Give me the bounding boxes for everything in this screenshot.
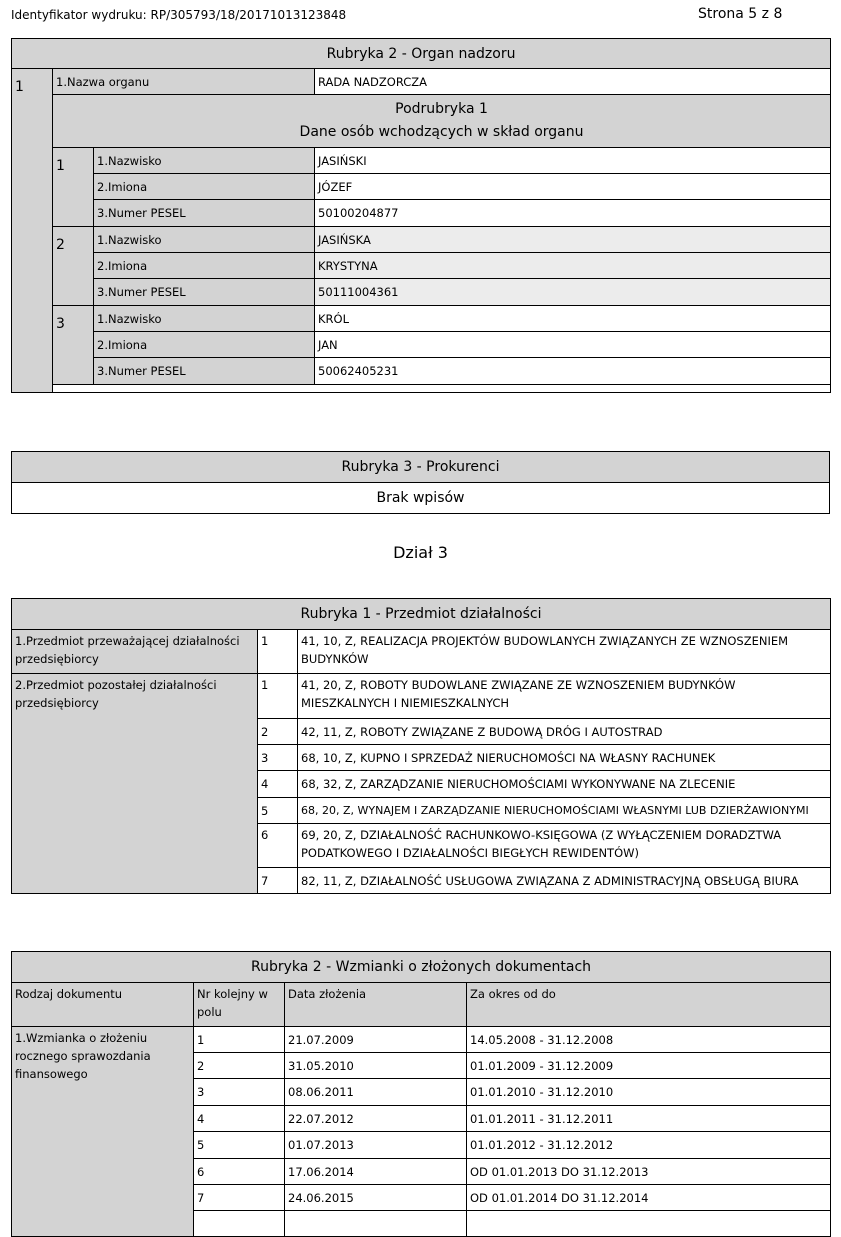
person-number: 3 [53,306,94,385]
activity-number: 1 [258,630,298,674]
activity-number: 3 [258,745,298,771]
period: 01.01.2010 - 31.12.2010 [467,1079,831,1106]
field-label: 2.Przedmiot pozostałej działalności przedsiębiorcy [12,674,258,894]
row-number: 1 [194,1027,285,1053]
submission-date: 01.07.2013 [285,1132,467,1159]
submission-date: 22.07.2012 [285,1106,467,1132]
field-label: 1.Nazwisko [94,227,315,253]
wzmianki-table [11,951,831,1237]
page-number: Strona 5 z 8 [698,6,783,22]
subsection-title-line1: Podrubryka 1 [395,101,488,117]
row-number: 2 [194,1053,285,1079]
column-header: Data złożenia [285,983,467,1027]
field-value: 50100204877 [315,200,831,227]
activity-number: 6 [258,824,298,868]
submission-date: 08.06.2011 [285,1079,467,1106]
activity-text: 41, 10, Z, REALIZACJA PROJEKTÓW BUDOWLANYCH ZWIĄZANYCH ZE WZNOSZENIEM BUDYNKÓW [298,630,831,674]
entry-number: 1 [12,69,53,393]
person-number: 1 [53,148,94,227]
subsection-title [53,95,831,148]
row-number: 4 [194,1106,285,1132]
column-header: Rodzaj dokumentu [12,983,194,1027]
field-value: JÓZEF [315,174,831,200]
activity-text: 82, 11, Z, DZIAŁALNOŚĆ USŁUGOWA ZWIĄZANA Z ADMINISTRACYJNĄ OBSŁUGĄ BIURA [298,868,831,894]
section-title: Rubryka 2 - Wzmianki o złożonych dokumentach [12,952,831,983]
prokurenci-table [11,451,830,514]
field-value: 50062405231 [315,358,831,385]
column-header: Nr kolejny w polu [194,983,285,1027]
submission-date: 21.07.2009 [285,1027,467,1053]
activity-number: 5 [258,798,298,824]
submission-date: 31.05.2010 [285,1053,467,1079]
field-value: KRYSTYNA [315,253,831,279]
activity-number: 1 [258,674,298,719]
activity-number: 7 [258,868,298,894]
field-label: 3.Numer PESEL [94,358,315,385]
field-value: KRÓL [315,306,831,332]
field-label: 1.Nazwisko [94,148,315,174]
print-identifier: Identyfikator wydruku: RP/305793/18/20171013123848 [11,8,347,22]
document-type: 1.Wzmianka o złożeniu rocznego sprawozdania finansowego [12,1027,194,1237]
submission-date [285,1211,467,1237]
column-header: Za okres od do [467,983,831,1027]
field-value: RADA NADZORCZA [315,69,831,95]
spacer-row [53,385,831,393]
empty-entries: Brak wpisów [12,483,830,514]
row-number: 7 [194,1185,285,1211]
division-heading: Dział 3 [393,543,448,562]
activity-number: 4 [258,771,298,798]
subsection-title-line2: Dane osób wchodzących w skład organu [299,124,584,140]
section-title: Rubryka 3 - Prokurenci [12,452,830,483]
field-label: 3.Numer PESEL [94,279,315,306]
field-label: 1.Nazwa organu [53,69,315,95]
field-value: JAN [315,332,831,358]
activity-number: 2 [258,719,298,745]
person-number: 2 [53,227,94,306]
period: OD 01.01.2014 DO 31.12.2014 [467,1185,831,1211]
field-label: 1.Przedmiot przeważającej działalności przedsiębiorcy [12,630,258,674]
field-value: JASIŃSKI [315,148,831,174]
activity-text: 42, 11, Z, ROBOTY ZWIĄZANE Z BUDOWĄ DRÓG I AUTOSTRAD [298,719,831,745]
row-number [194,1211,285,1237]
activity-text: 68, 20, Z, WYNAJEM I ZARZĄDZANIE NIERUCHOMOŚCIAMI WŁASNYMI LUB DZIERŻAWIONYMI [298,798,831,824]
period: 01.01.2011 - 31.12.2011 [467,1106,831,1132]
field-value: JASIŃSKA [315,227,831,253]
field-label: 1.Nazwisko [94,306,315,332]
activity-text: 41, 20, Z, ROBOTY BUDOWLANE ZWIĄZANE ZE WZNOSZENIEM BUDYNKÓW MIESZKALNYCH I NIEMIESZKALNYCH [298,674,831,719]
organ-nadzoru-table [11,38,831,393]
row-number: 3 [194,1079,285,1106]
activity-text: 69, 20, Z, DZIAŁALNOŚĆ RACHUNKOWO-KSIĘGOWA (Z WYŁĄCZENIEM DORADZTWA PODATKOWEGO I DZIAŁALNOŚCI BIEGŁYCH REWIDENTÓW) [298,824,831,868]
field-label: 2.Imiona [94,332,315,358]
submission-date: 17.06.2014 [285,1159,467,1185]
submission-date: 24.06.2015 [285,1185,467,1211]
period: 01.01.2009 - 31.12.2009 [467,1053,831,1079]
row-number: 5 [194,1132,285,1159]
field-label: 2.Imiona [94,253,315,279]
period: 01.01.2012 - 31.12.2012 [467,1132,831,1159]
row-number: 6 [194,1159,285,1185]
activity-text: 68, 32, Z, ZARZĄDZANIE NIERUCHOMOŚCIAMI WYKONYWANE NA ZLECENIE [298,771,831,798]
period: OD 01.01.2013 DO 31.12.2013 [467,1159,831,1185]
period [467,1211,831,1237]
period: 14.05.2008 - 31.12.2008 [467,1027,831,1053]
field-label: 2.Imiona [94,174,315,200]
activity-text: 68, 10, Z, KUPNO I SPRZEDAŻ NIERUCHOMOŚCI NA WŁASNY RACHUNEK [298,745,831,771]
field-value: 50111004361 [315,279,831,306]
section-title: Rubryka 1 - Przedmiot działalności [12,599,831,630]
field-label: 3.Numer PESEL [94,200,315,227]
section-title: Rubryka 2 - Organ nadzoru [12,39,831,69]
przedmiot-dzialalnosci-table [11,598,831,894]
